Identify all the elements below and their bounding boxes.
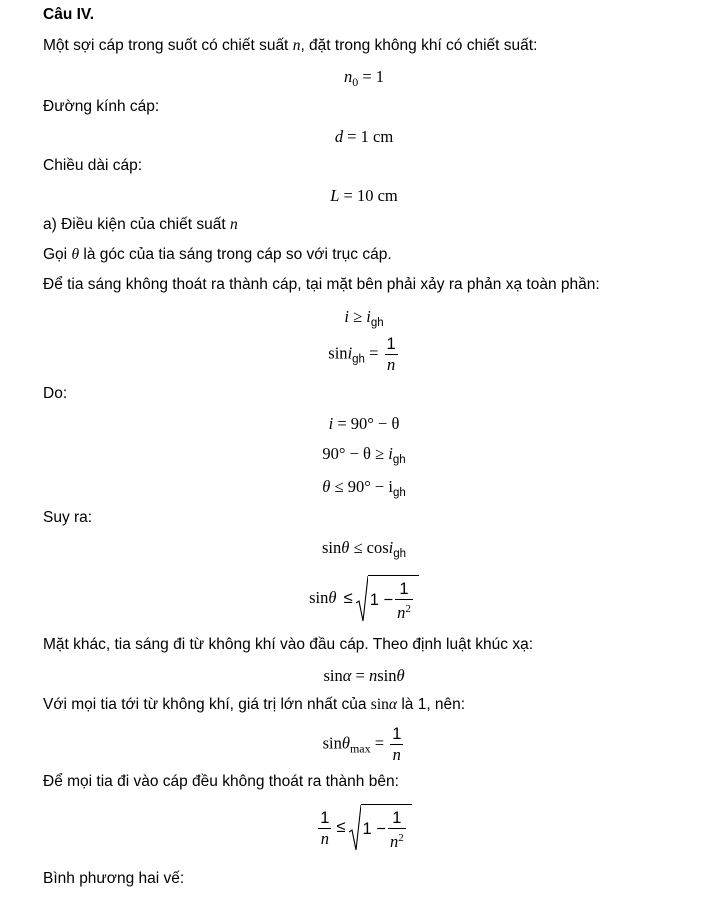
radicand [368, 575, 419, 623]
frac-num: 1 [392, 808, 402, 827]
length-label: Chiều dài cáp: [43, 157, 143, 174]
theta-pre: Gọi [43, 246, 68, 263]
eq-sinmax-fn: sin [322, 733, 342, 753]
section-title: Câu IV. [43, 6, 95, 23]
eq-i-rhs: i [366, 307, 371, 326]
eq-sinigh-op: = [364, 343, 383, 363]
eq-90theta-sub: gh [392, 454, 406, 466]
eq-sincos-op: ≤ [349, 538, 367, 557]
fraction-1-over-n2 [395, 581, 413, 621]
eq-snell-fn2: sin [377, 666, 397, 685]
frac-den [395, 599, 413, 621]
eq-sincos-sub: gh [393, 548, 407, 560]
eq-thetaleq-sub: gh [392, 487, 406, 499]
eq-d-lhs: d [334, 127, 344, 146]
equation-sin-sqrt [0, 575, 720, 623]
eq-thetaleq-rhs: 90° − i [347, 477, 393, 496]
equation-sin-cos [0, 538, 720, 560]
eq-sinigh-sub: gh [352, 353, 365, 366]
eq-snell-fn: sin [323, 666, 343, 685]
eq-thetaleq-op: ≤ [330, 477, 348, 496]
equation-length [0, 186, 720, 206]
intro-rest: , đặt trong không khí có chiết suất: [300, 37, 538, 54]
equation-i-geq-igh [0, 307, 720, 329]
frac-den-pow: 2 [405, 602, 411, 615]
eq-n0-rhs: 1 [375, 67, 385, 86]
fraction-1-over-n [385, 336, 398, 373]
radical-sign [356, 575, 368, 623]
frac-den-var: n [397, 602, 406, 622]
eq-n0-op: = [358, 67, 376, 86]
eq-n0-sub: 0 [352, 75, 359, 89]
max-pre: Với mọi tia tới từ không khí, giá trị lớn nhất của [43, 696, 367, 713]
eq-sincos-var: θ [341, 538, 350, 557]
theta-variable: θ [71, 246, 80, 263]
equation-final [0, 804, 720, 852]
equation-diameter [0, 127, 720, 147]
part-a-variable: n [229, 216, 238, 233]
eq-sinsqrt-fn: sin [309, 587, 329, 607]
equation-sin-max [0, 726, 720, 763]
eq-snell-n: n [368, 666, 378, 685]
eq-thetaleq-lhs: θ [322, 477, 331, 496]
intro-main: Một sợi cáp trong suốt có chiết suất [43, 37, 289, 54]
eq-L-rhs: 10 cm [356, 186, 398, 205]
eq-i90-lhs: i [328, 414, 334, 433]
eq-sinmax-op: = [370, 733, 389, 753]
fraction-1-over-n [390, 726, 403, 763]
eq-sincos-fn: sin [321, 538, 342, 557]
theta-post: là góc của tia sáng trong cáp so với trục cáp. [83, 246, 392, 263]
frac-num: 1 [392, 725, 402, 743]
frac-den: n [385, 354, 398, 373]
frac-den: n [390, 744, 403, 763]
suy-ra-label: Suy ra: [43, 509, 93, 526]
frac-num: 1 [386, 335, 396, 353]
eq-snell-var2: θ [396, 666, 405, 685]
eq-sinsqrt-var: θ [328, 587, 337, 607]
equation-snell [0, 666, 720, 686]
equation-theta-leq [0, 477, 720, 499]
eq-n0-lhs: n [343, 67, 353, 86]
eq-sinmax-var: θ [341, 733, 350, 753]
square-root [356, 575, 419, 623]
max-post: là 1, nên: [401, 696, 466, 713]
eq-i90-op: = [333, 414, 351, 433]
theta-definition [43, 246, 392, 264]
do-label: Do: [43, 385, 68, 402]
frac-den: n [318, 828, 331, 847]
eq-L-op: = [339, 186, 357, 205]
frac-num: 1 [320, 808, 330, 827]
frac-num: 1 [399, 579, 409, 598]
max-var: α [388, 696, 398, 713]
equation-90-theta [0, 444, 720, 466]
eq-L-lhs: L [330, 186, 340, 205]
eq-i90-rhs: 90° − θ [350, 414, 400, 433]
eq-90theta-lhs: 90° − θ [322, 444, 371, 463]
intro-variable: n [292, 37, 301, 54]
eq-d-op: = [343, 127, 361, 146]
eq-90theta-rhs: i [388, 444, 393, 463]
eq-final-op: ≤ [336, 817, 346, 836]
eq-90theta-op: ≥ [370, 444, 389, 463]
diameter-label: Đường kính cáp: [43, 98, 160, 115]
max-text [43, 696, 465, 714]
eq-i-sub: gh [370, 317, 384, 329]
intro-text [43, 37, 537, 55]
frac-den-pow: 2 [398, 831, 404, 844]
radicand [361, 804, 412, 852]
eq-sinigh-fn: sin [328, 343, 348, 363]
snell-text: Mặt khác, tia sáng đi từ không khí vào đầu cáp. Theo định luật khúc xạ: [43, 636, 534, 653]
square-both-sides-text: Bình phương hai vế: [43, 870, 185, 887]
equation-n0 [0, 67, 720, 90]
radicand-one: 1 − [362, 820, 386, 838]
eq-i-op: ≥ [348, 307, 367, 326]
eq-sincos-fn2: cos [366, 538, 389, 557]
equation-i-90 [0, 414, 720, 434]
eq-sincos-var2: i [388, 538, 394, 557]
equation-sin-igh [0, 336, 720, 373]
eq-sinmax-sub: max [349, 741, 371, 756]
eq-snell-op: = [351, 666, 369, 685]
tir-text: Để tia sáng không thoát ra thành cáp, tại mặt bên phải xảy ra phản xạ toàn phần: [43, 276, 600, 293]
eq-sinsqrt-op: ≤ [343, 588, 353, 607]
eq-snell-var: α [342, 666, 352, 685]
eq-i-lhs: i [344, 307, 349, 326]
fraction-1-over-n [318, 810, 331, 847]
max-fn: sin [370, 696, 389, 713]
eq-d-rhs: 1 cm [360, 127, 394, 146]
frac-den [388, 828, 406, 850]
frac-den-var: n [389, 831, 399, 851]
part-a-text: a) Điều kiện của chiết suất [43, 216, 226, 233]
radicand-one: 1 − [369, 591, 394, 609]
fraction-1-over-n2 [388, 810, 406, 850]
part-a-heading [43, 216, 238, 234]
eq-sinigh-var: i [347, 343, 353, 363]
radical-sign [349, 804, 361, 852]
all-rays-text: Để mọi tia đi vào cáp đều không thoát ra thành bên: [43, 773, 399, 790]
square-root [349, 804, 412, 852]
